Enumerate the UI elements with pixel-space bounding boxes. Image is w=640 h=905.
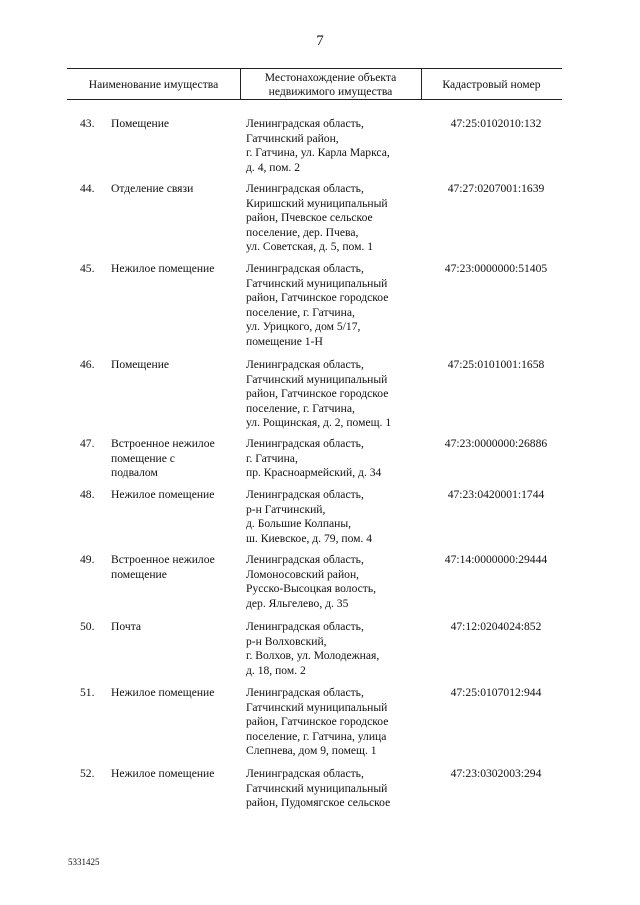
property-name bbox=[111, 437, 231, 481]
row-number: 49. bbox=[80, 553, 95, 566]
property-name bbox=[111, 358, 231, 373]
property-name-line: помещение bbox=[111, 567, 167, 581]
row-number: 50. bbox=[80, 620, 95, 633]
property-name bbox=[111, 488, 231, 503]
property-location-line: район, Гатчинское городское bbox=[246, 715, 389, 729]
cadastral-number: 47:12:0204024:852 bbox=[450, 620, 542, 633]
property-location-line: д. Большие Колпаны, bbox=[246, 517, 352, 531]
row-number: 46. bbox=[80, 358, 95, 371]
property-name-line: Нежилое помещение bbox=[111, 686, 215, 699]
property-location-line: район, Пудомягское сельское bbox=[246, 796, 391, 810]
property-location-line: Ленинградская область, bbox=[246, 686, 364, 699]
property-location-line: Ленинградская область, bbox=[246, 488, 364, 501]
cadastral-number: 47:23:0420001:1744 bbox=[447, 488, 545, 501]
header-location-line2: недвижимого имущества bbox=[268, 85, 393, 98]
property-location-line: поселение, дер. Пчева, bbox=[246, 225, 359, 239]
property-location-line: район, Пчевское сельское bbox=[246, 211, 373, 225]
property-location-line: Гатчинский муниципальный bbox=[246, 700, 388, 714]
property-location bbox=[246, 437, 421, 481]
property-location bbox=[246, 620, 421, 678]
property-location-line: Гатчинский район, bbox=[246, 131, 339, 145]
header-location bbox=[240, 71, 421, 99]
property-name-line: подвалом bbox=[111, 466, 158, 480]
property-name-line: Помещение bbox=[111, 358, 170, 371]
property-location-line: Ленинградская область, bbox=[246, 262, 364, 275]
property-location bbox=[246, 262, 421, 350]
property-location-line: ул. Рощинская, д. 2, помещ. 1 bbox=[246, 416, 392, 430]
row-number: 52. bbox=[80, 767, 95, 780]
row-number: 43. bbox=[80, 117, 95, 130]
property-location-line: ш. Киевское, д. 79, пом. 4 bbox=[246, 531, 373, 545]
cadastral-number: 47:23:0302003:294 bbox=[450, 767, 542, 780]
property-name-line: Отделение связи bbox=[111, 182, 194, 195]
row-number: 47. bbox=[80, 437, 95, 450]
property-location-line: р-н Волховский, bbox=[246, 634, 327, 648]
cadastral-number: 47:23:0000000:26886 bbox=[444, 437, 548, 450]
property-location-line: ул. Урицкого, дом 5/17, bbox=[246, 320, 361, 334]
header-bottom-rule bbox=[67, 99, 562, 100]
cadastral-number: 47:14:0000000:29444 bbox=[444, 553, 548, 566]
property-location-line: г. Волхов, ул. Молодежная, bbox=[246, 649, 380, 663]
row-number: 45. bbox=[80, 262, 95, 275]
property-location bbox=[246, 686, 421, 759]
property-name bbox=[111, 620, 231, 635]
property-location-line: Ленинградская область, bbox=[246, 437, 364, 450]
property-name-line: Нежилое помещение bbox=[111, 488, 215, 501]
property-name-line: помещение с bbox=[111, 451, 175, 465]
property-location-line: поселение, г. Гатчина, улица bbox=[246, 729, 387, 743]
footer-code: 5331425 bbox=[68, 857, 100, 867]
property-location-line: д. 4, пом. 2 bbox=[246, 160, 301, 174]
property-location-line: Гатчинский муниципальный bbox=[246, 372, 388, 386]
property-location-line: р-н Гатчинский, bbox=[246, 502, 326, 516]
property-name bbox=[111, 117, 231, 132]
cadastral-number: 47:23:0000000:51405 bbox=[444, 262, 548, 275]
property-location-line: поселение, г. Гатчина, bbox=[246, 305, 355, 319]
property-location-line: Ленинградская область, bbox=[246, 553, 364, 566]
cadastral-number: 47:25:0102010:132 bbox=[450, 117, 542, 130]
property-location-line: Гатчинский муниципальный bbox=[246, 781, 388, 795]
property-name-line: Помещение bbox=[111, 117, 170, 130]
header-cadastral: Кадастровый номер bbox=[442, 78, 541, 91]
property-location bbox=[246, 358, 421, 431]
row-number: 48. bbox=[80, 488, 95, 501]
property-location-line: Ленинградская область, bbox=[246, 767, 364, 780]
property-name-line: Нежилое помещение bbox=[111, 767, 215, 780]
property-location-line: г. Гатчина, bbox=[246, 451, 298, 465]
property-location-line: ул. Советская, д. 5, пом. 1 bbox=[246, 240, 374, 254]
property-location-line: помещение 1-Н bbox=[246, 334, 323, 348]
property-location-line: д. 18, пом. 2 bbox=[246, 663, 306, 677]
property-location-line: Ленинградская область, bbox=[246, 182, 364, 195]
property-location-line: Русско-Высоцкая волость, bbox=[246, 582, 377, 596]
property-location-line: Киришский муниципальный bbox=[246, 196, 388, 210]
property-location-line: Гатчинский муниципальный bbox=[246, 276, 388, 290]
header-location-line1: Местонахождение объекта bbox=[264, 71, 397, 84]
property-name-line: Встроенное нежилое bbox=[111, 437, 215, 450]
property-name bbox=[111, 686, 231, 701]
property-location bbox=[246, 182, 421, 255]
property-name bbox=[111, 182, 231, 197]
property-location-line: Ленинградская область, bbox=[246, 620, 364, 633]
row-number: 51. bbox=[80, 686, 95, 699]
property-location bbox=[246, 553, 421, 611]
property-name-line: Встроенное нежилое bbox=[111, 553, 215, 566]
property-location-line: поселение, г. Гатчина, bbox=[246, 401, 355, 415]
cadastral-number: 47:25:0101001:1658 bbox=[447, 358, 545, 371]
property-location-line: Ленинградская область, bbox=[246, 358, 364, 371]
property-name-line: Почта bbox=[111, 620, 142, 633]
property-location-line: Ленинградская область, bbox=[246, 117, 364, 130]
row-number: 44. bbox=[80, 182, 95, 195]
property-location-line: Ломоносовский район, bbox=[246, 567, 360, 581]
property-name-line: Нежилое помещение bbox=[111, 262, 215, 275]
property-name bbox=[111, 767, 231, 782]
property-location bbox=[246, 117, 421, 175]
property-location-line: район, Гатчинское городское bbox=[246, 387, 389, 401]
property-location bbox=[246, 488, 421, 546]
header-name: Наименование имущества bbox=[88, 78, 219, 91]
property-location-line: район, Гатчинское городское bbox=[246, 291, 389, 305]
property-location-line: дер. Яльгелево, д. 35 bbox=[246, 596, 349, 610]
page-number: 7 bbox=[316, 33, 324, 49]
property-location-line: Слепнева, дом 9, помещ. 1 bbox=[246, 744, 377, 758]
cadastral-number: 47:25:0107012:944 bbox=[450, 686, 542, 699]
property-location-line: г. Гатчина, ул. Карла Маркса, bbox=[246, 146, 390, 160]
property-name bbox=[111, 262, 231, 277]
property-location-line: пр. Красноармейский, д. 34 bbox=[246, 466, 382, 480]
property-location bbox=[246, 767, 421, 811]
table-top-rule bbox=[67, 68, 562, 69]
cadastral-number: 47:27:0207001:1639 bbox=[447, 182, 545, 195]
property-name bbox=[111, 553, 231, 582]
